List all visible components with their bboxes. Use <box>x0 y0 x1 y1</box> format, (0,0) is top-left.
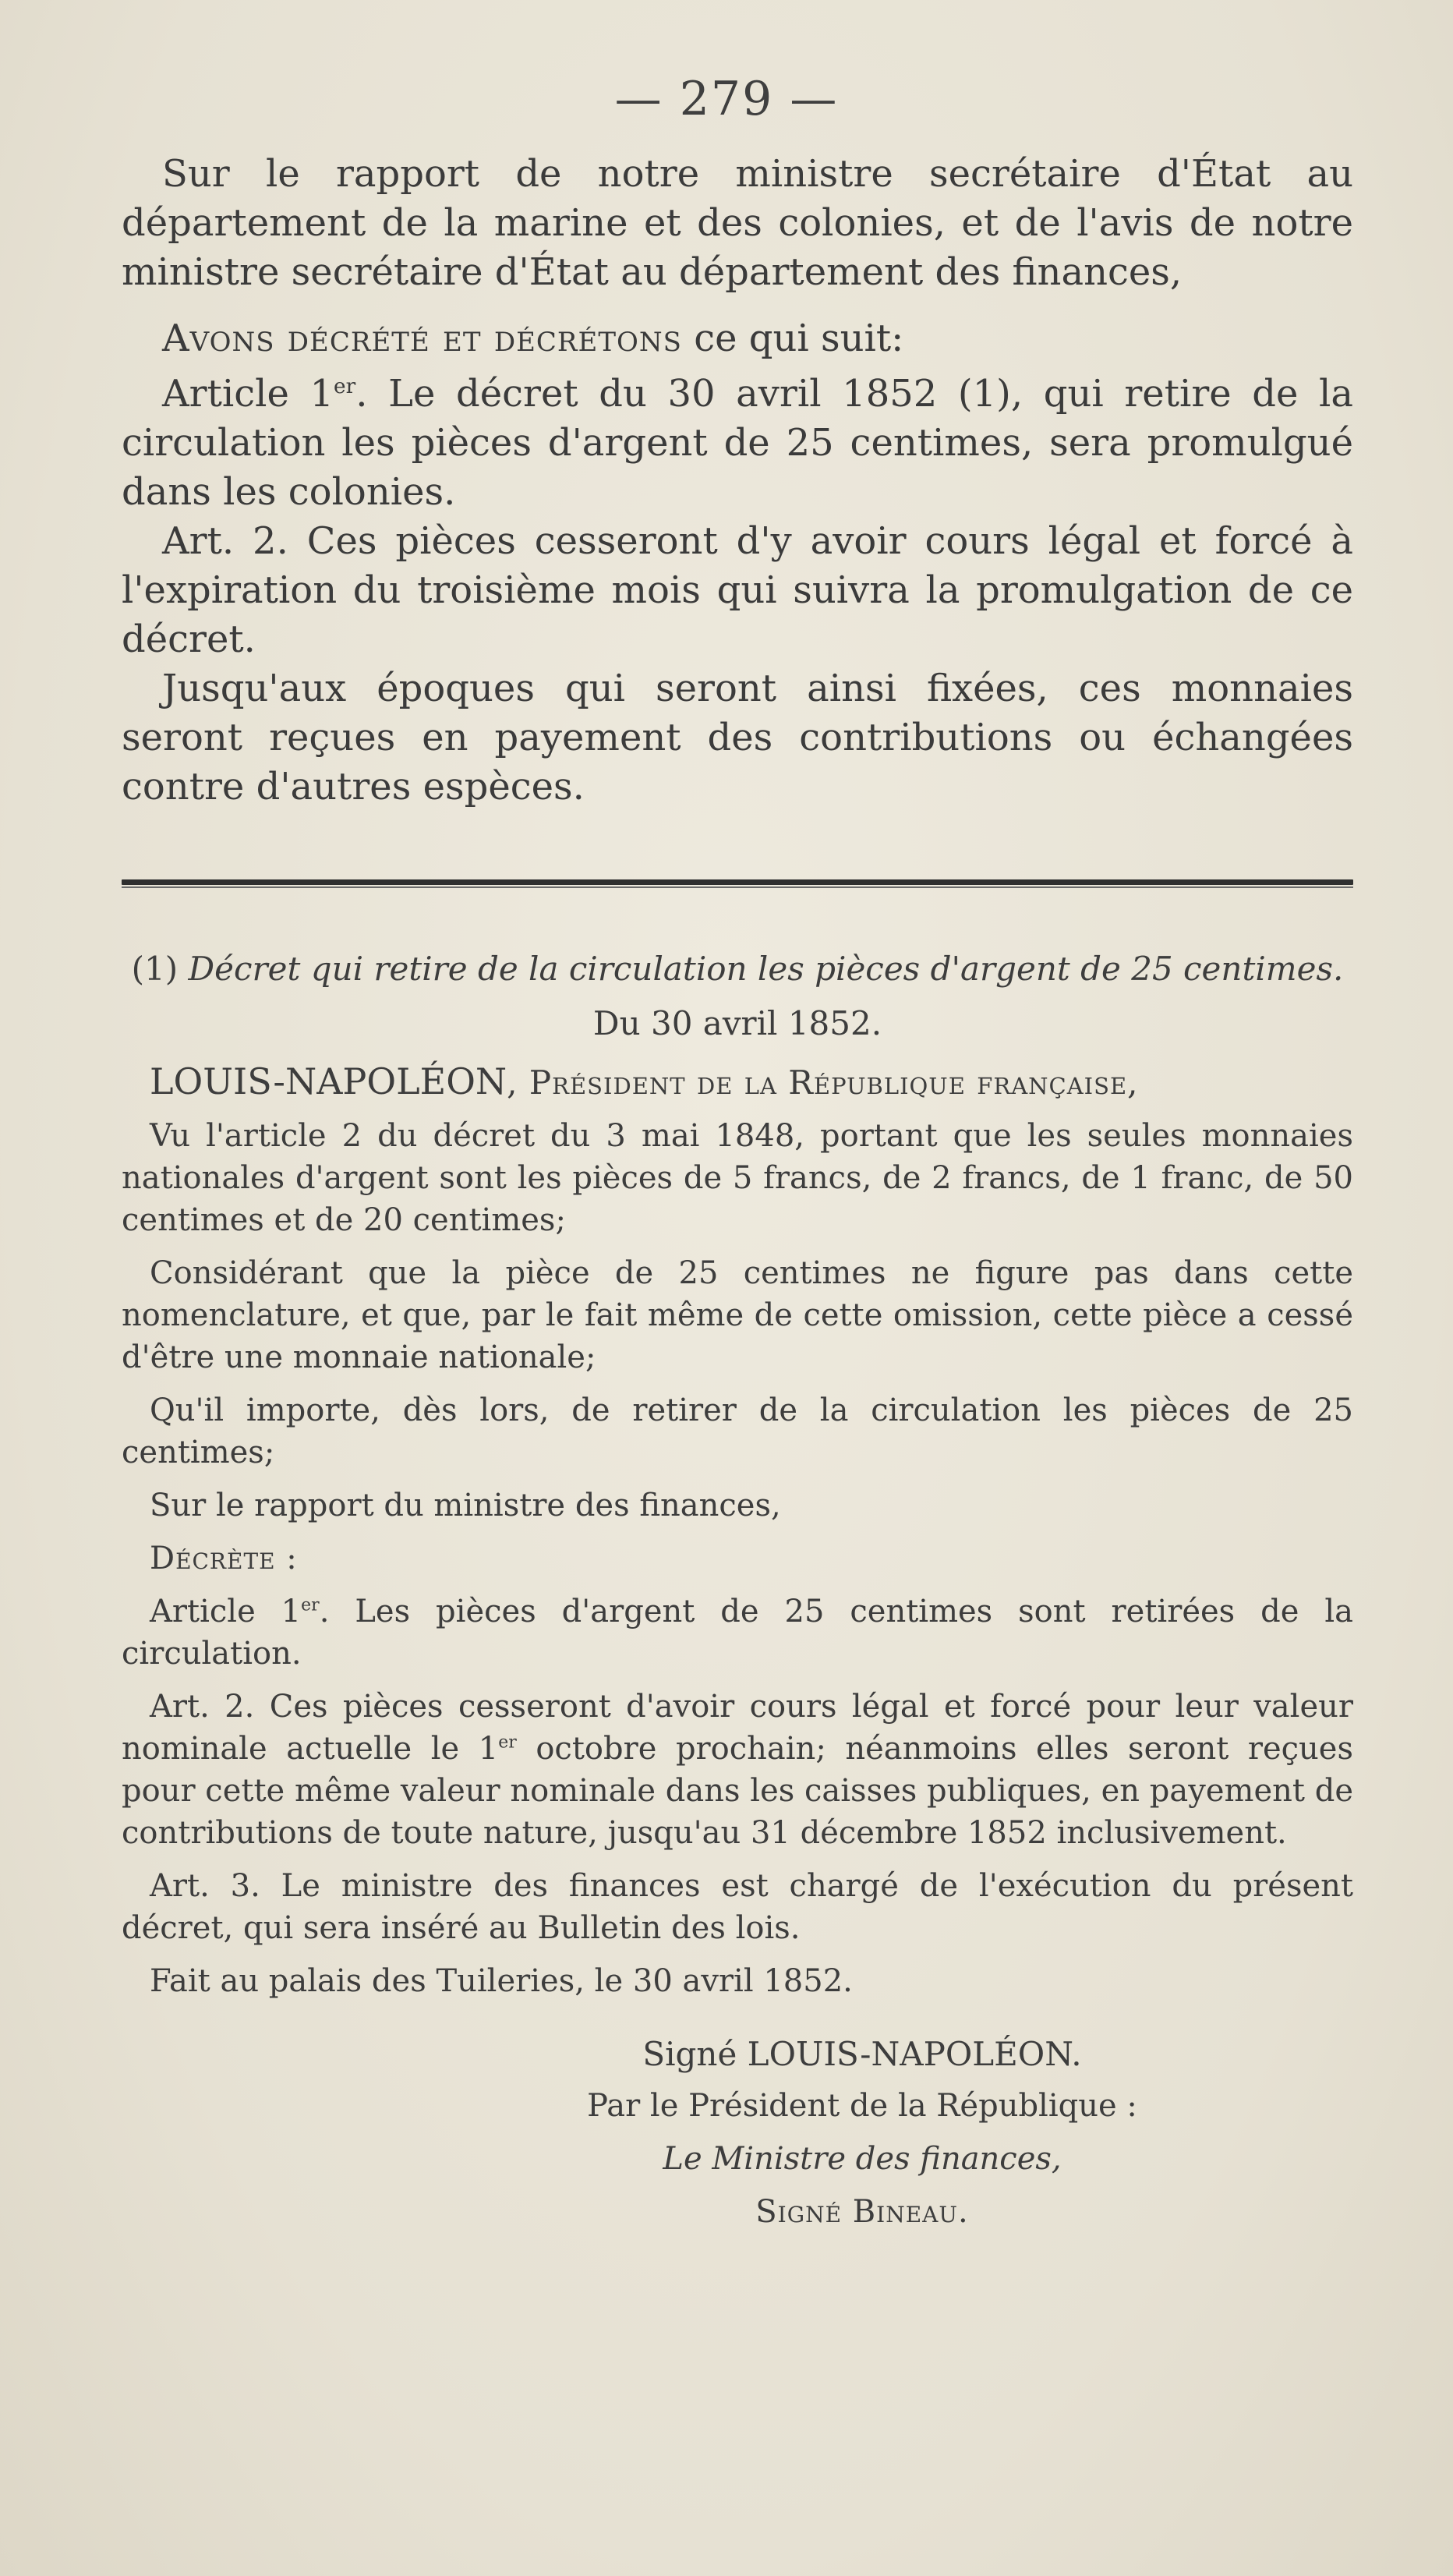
footnote-title-text: Décret qui retire de la circulation les pièces d'argent de 25 centimes. <box>188 950 1344 988</box>
decree-lead: Avons décrété et décrétons <box>162 317 682 360</box>
signature-block <box>558 2033 1166 2233</box>
footnote-title <box>122 948 1353 990</box>
heading-office: , Président de la République française, <box>507 1063 1139 1102</box>
main-text <box>122 150 1353 812</box>
page-number: — 279 — <box>614 72 839 126</box>
heading-name: LOUIS-NAPOLÉON <box>150 1060 507 1102</box>
footnote-article-1-sup: er <box>301 1595 320 1615</box>
footnote-article-2 <box>122 1686 1353 1854</box>
footnote-article-1 <box>122 1591 1353 1675</box>
footnote-article-1-label: Article 1 <box>150 1594 302 1629</box>
footnote-rapport: Sur le rapport du ministre des finances, <box>150 1488 781 1523</box>
footnote-fait: Fait au palais des Tuileries, le 30 avril 1852. <box>150 1963 853 1999</box>
signature-ministre <box>558 2138 1166 2180</box>
article-2: Art. 2. Ces pièces cesseront d'y avoir cours légal et forcé à l'expiration du troisième mois qui suivra la promulgation de ce décret. <box>122 519 1353 661</box>
paragraph-decree <box>122 314 1353 363</box>
signature-president: Signé LOUIS-NAPOLÉON. <box>642 2035 1082 2073</box>
decree-tail: ce qui suit: <box>681 317 904 360</box>
footnote-article-2-a: Art. 2. Ces pièces cesseront d'avoir cours légal et forcé pour leur valeur nominale actuelle le 1 <box>122 1689 1353 1767</box>
footnote-considerant: Considérant que la pièce de 25 centimes ne figure pas dans cette nomenclature, et que, par le fait même de cette omission, cette pièce a cessé d'être une monnaie nationale; <box>122 1255 1353 1375</box>
paragraph-rapport: Sur le rapport de notre ministre secrétaire d'État au département de la marine et des colonies, et de l'avis de notre ministre secrétaire d'État au département des finances, <box>122 152 1353 294</box>
signature-par: Par le Président de la République : <box>587 2088 1137 2124</box>
footnote-marker: (1) <box>131 950 189 988</box>
article-1-sup: er <box>334 374 356 398</box>
footnote-article-1-text: . Les pièces d'argent de 25 centimes sont retirées de la circulation. <box>122 1594 1353 1672</box>
footnote <box>122 948 1353 2233</box>
footnote-quil: Qu'il importe, dès lors, de retirer de la circulation les pièces de 25 centimes; <box>122 1392 1353 1470</box>
footnote-article-2-b: octobre prochain; néanmoins elles seront reçues pour cette même valeur nominale dans les caisses publiques, en payement de contributions de toute nature, jusqu'au 31 décembre 1852 inclusivement. <box>122 1731 1354 1851</box>
article-1-text: . Le décret du 30 avril 1852 (1), qui retire de la circulation les pièces d'argent de 25 centimes, sera promulgué dans les colonies. <box>122 372 1353 514</box>
article-1-label: Article 1 <box>162 372 334 416</box>
signature-ministre-text: Le Ministre des finances, <box>663 2141 1062 2177</box>
signature-bineau: Signé Bineau. <box>755 2194 969 2230</box>
footnote-decrete: Décrète : <box>150 1541 298 1576</box>
footnote-vu: Vu l'article 2 du décret du 3 mai 1848, portant que les seules monnaies nationales d'argent sont les pièces de 5 francs, de 2 francs, de 1 franc, de 50 centimes et de 20 centimes; <box>122 1118 1353 1238</box>
footnote-article-3: Art. 3. Le ministre des finances est chargé de l'exécution du présent décret, qui sera inséré au Bulletin des lois. <box>122 1868 1353 1946</box>
footnote-heading <box>122 1060 1353 1104</box>
footnote-date: Du 30 avril 1852. <box>592 1004 882 1042</box>
footnote-article-2-sup: er <box>498 1732 517 1753</box>
paragraph-epoques: Jusqu'aux époques qui seront ainsi fixées, ces monnaies seront reçues en payement des contributions ou échangées contre d'autres espèces. <box>122 667 1353 809</box>
article-1 <box>122 370 1353 517</box>
footnote-divider <box>122 879 1353 885</box>
